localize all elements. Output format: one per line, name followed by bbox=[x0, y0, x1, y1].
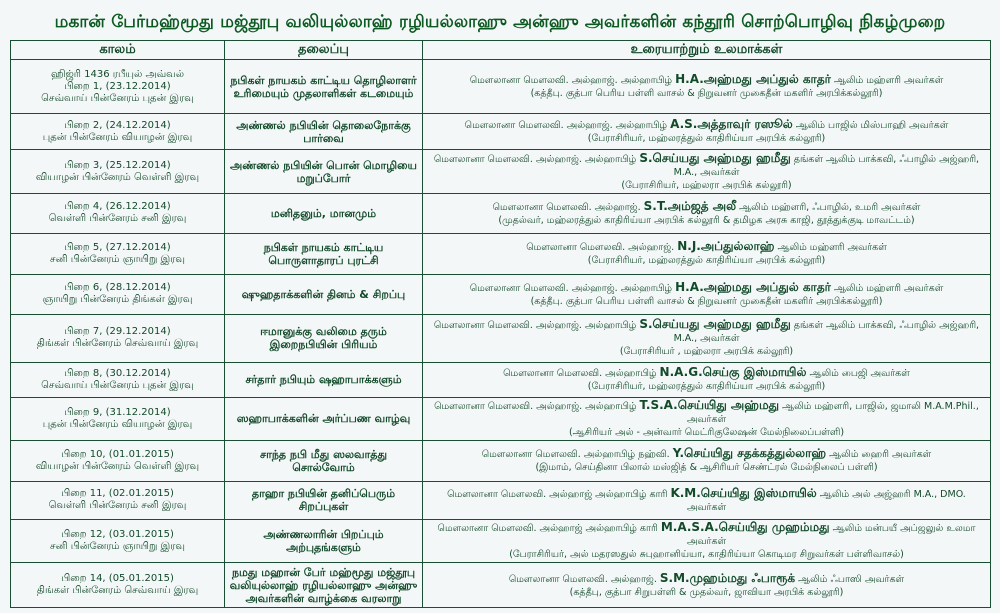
date-label: பிறை 4, (26.12.2014) bbox=[64, 201, 171, 213]
speaker-prefix: மௌலானா மௌலவி. அல்ஹாஜ். அல்ஹாபிழ் bbox=[469, 75, 673, 87]
night-label: திங்கள் பின்னேரம் செவ்வாய் இரவு bbox=[36, 338, 199, 350]
speaker-affiliation: (கத்தீபு. குத்பா பெரிய பள்ளி வாசல் & நிறுவனர் முகைதீன் மகளிர் அரபிக்கல்லூரி) bbox=[530, 295, 883, 307]
speaker-prefix: மௌலானா மௌலவி. அல்ஹாஜ். bbox=[492, 201, 641, 213]
time-cell bbox=[11, 563, 225, 608]
night-label: சனி பின்னேரம் ஞாயிறு இரவு bbox=[50, 540, 185, 552]
hijri-period: ஹிஜ்ரி 1436 ரபீயுல் அவ்வல் bbox=[50, 68, 185, 80]
speaker-line bbox=[427, 366, 986, 380]
date-label: பிறை 5, (27.12.2014) bbox=[64, 241, 171, 253]
night-label: புதன் பின்னேரம் வியாழன் இரவு bbox=[42, 131, 193, 143]
date-label: பிறை 2, (24.12.2014) bbox=[64, 119, 171, 131]
speaker-name: S.T.அம்ஜத் அலீ bbox=[643, 198, 737, 213]
topic-cell: ஈமானுக்கு வலிமை தரும் இறைநபியின் பிரியம் bbox=[225, 314, 423, 362]
speaker-line bbox=[427, 399, 986, 426]
schedule-row bbox=[11, 482, 991, 519]
speaker-suffix: ஆலிம் பைஜி அவர்கள் bbox=[809, 368, 910, 380]
time-cell bbox=[11, 150, 225, 194]
speaker-line bbox=[427, 572, 986, 586]
speaker-name: S.செய்யது அஹ்மது ஹமீது bbox=[639, 317, 791, 332]
night-label: வெள்ளி பின்னேரம் சனி இரவு bbox=[48, 213, 187, 225]
header-row bbox=[11, 41, 991, 60]
speaker-name: M.A.S.A.செய்யிது முஹம்மது bbox=[660, 519, 830, 534]
speaker-affiliation: (கத்தீபு, குத்பா சிறுபள்ளி & முதல்வர், ஜாவியா அரபிக் கல்லூரி) bbox=[569, 586, 844, 598]
date-label: பிறை 9, (31.12.2014) bbox=[64, 406, 171, 418]
night-label: வெள்ளி பின்னேரம் சனி இரவு bbox=[48, 500, 187, 512]
speaker-line bbox=[427, 281, 986, 295]
speaker-cell bbox=[423, 114, 991, 150]
speaker-name: K.M.செய்யிது இஸ்மாயில் bbox=[670, 485, 817, 500]
date-label: பிறை 12, (03.01.2015) bbox=[61, 528, 174, 540]
speaker-line bbox=[427, 73, 986, 87]
speaker-affiliation: (முதல்வர், மஹ்லரத்துல் காதிரிய்யா அரபிக் கல்லூரி & தமிழக அரசு காஜி, தூத்துக்குடி மாவட்டம்) bbox=[498, 214, 915, 226]
date-label: பிறை 11, (02.01.2015) bbox=[61, 488, 174, 500]
date-label: பிறை 8, (30.12.2014) bbox=[64, 367, 171, 379]
schedule-table bbox=[10, 40, 991, 608]
speaker-cell bbox=[423, 397, 991, 440]
speaker-affiliation: (பேராசிரியர், மஹ்லரத்துல் காதிரிய்யா அரபிக் கல்லூரி) bbox=[587, 133, 826, 145]
speaker-cell bbox=[423, 362, 991, 397]
speaker-line bbox=[427, 487, 986, 514]
speaker-name: H.A.அஹ்மது அப்துல் காதர் bbox=[675, 72, 831, 87]
header-time: காலம் bbox=[11, 41, 225, 60]
header-topic: தலைப்பு bbox=[225, 41, 423, 60]
speaker-cell bbox=[423, 150, 991, 194]
speaker-name: S.செய்யது அஹ்மது ஹமீது bbox=[639, 150, 791, 165]
date-label: பிறை 7, (29.12.2014) bbox=[64, 326, 171, 338]
speaker-cell bbox=[423, 194, 991, 234]
night-label: திங்கள் பின்னேரம் செவ்வாய் இரவு bbox=[36, 585, 199, 597]
night-label: செவ்வாய் பின்னேரம் புதன் இரவு bbox=[41, 379, 194, 391]
speaker-prefix: மௌலானா மௌலவி. அல்ஹாஜ். அல்ஹாபிழ் bbox=[464, 120, 668, 132]
time-cell bbox=[11, 114, 225, 150]
speaker-suffix: ஆலிம் மஹ்ளரி அவர்கள் bbox=[833, 282, 944, 294]
speaker-suffix: தங்கள் ஆலிம் பாக்கவி, ஃபாழில் அஜ்ஹரி, M.A., அவர்கள் bbox=[673, 153, 980, 178]
speaker-prefix: மௌலானா மௌலவி. அல்ஹாஜ். அல்ஹாபிழ் bbox=[434, 400, 637, 412]
time-cell bbox=[11, 482, 225, 519]
topic-cell: நமது மஹான் பேர் மஹ்மூது மஜ்தூபு வலியுல்லாஹ் ரழியல்லாஹு அன்ஹு அவர்களின் வாழ்க்கை வரலாறு bbox=[225, 563, 423, 608]
speaker-line bbox=[427, 240, 986, 254]
speaker-cell bbox=[423, 233, 991, 275]
speaker-line bbox=[427, 447, 986, 461]
speaker-suffix: ஆலிம் பாஜில் மிஸ்பாஹி அவர்கள் bbox=[795, 120, 949, 132]
speaker-prefix: மௌலானா மௌலவி. அல்ஹாஜ் அல்ஹாபிழ் காரி bbox=[447, 488, 668, 500]
speaker-prefix: மௌலானா மௌலவி. அல்ஹாஜ். அல்ஹாபிழ் bbox=[469, 282, 673, 294]
speaker-cell bbox=[423, 440, 991, 482]
speaker-suffix: ஆலிம் மஹ்ளரி, ஃபாழில், உமரி அவர்கள் bbox=[739, 201, 921, 213]
topic-cell: சாந்த நபி மீது ஸலவாத்து சொல்வோம் bbox=[225, 440, 423, 482]
speaker-suffix: ஆலிம் மஹ்ளரி அவர்கள் bbox=[833, 75, 944, 87]
date-label: பிறை 10, (01.01.2015) bbox=[61, 448, 174, 460]
speaker-affiliation: (பேராசிரியர் , மஹ்லரா அரபிக் கல்லூரி) bbox=[619, 346, 794, 358]
speaker-affiliation: (பேராசிரியர், மஹ்லரத்துல் காதிரிய்யா அரபிக் கல்லூரி) bbox=[587, 381, 826, 393]
speaker-suffix: ஆலிம் மன்பயீ அப்ஜலுல் உலமா அவர்கள் bbox=[686, 522, 976, 547]
night-label: வியாழன் பின்னேரம் வெள்ளி இரவு bbox=[35, 171, 200, 183]
topic-cell: அண்ணலாரின் பிறப்பும் அற்புதங்களும் bbox=[225, 519, 423, 563]
speaker-prefix: மௌலானா மௌலவி. அல்ஹாபிழ் நஹ்வி. bbox=[481, 449, 670, 461]
speaker-cell bbox=[423, 275, 991, 315]
speaker-suffix: ஆலிம் ஹைரி அவர்கள் bbox=[829, 449, 932, 461]
speaker-affiliation: (பேராசிரியர், மஹ்லரத்துல் காதிரிய்யா அரபிக் கல்லூரி) bbox=[587, 255, 826, 267]
time-cell bbox=[11, 233, 225, 275]
speaker-prefix: மௌலானா மௌலவி. அல்ஹாஜ். bbox=[526, 242, 675, 254]
speaker-affiliation: (ஆசிரியர் அல் - அன்வார் மெட்ரிகுலேஷன் மேல்நிலைப்பள்ளி) bbox=[568, 426, 845, 438]
date-label: பிறை 1, (23.12.2014) bbox=[64, 80, 171, 92]
speaker-suffix: ஆலிம் மஹ்ளரி, பாஜில், ஜமாலி M.A.M.Phil., அவர்கள் bbox=[686, 400, 979, 425]
speaker-name: A.S.அத்தாவுர் ரஸூல் bbox=[670, 117, 793, 132]
night-label: ஞாயிறு பின்னேரம் திங்கள் இரவு bbox=[42, 294, 193, 306]
speaker-suffix: தங்கள் ஆலிம் பாக்கவி, ஃபாழில் அஜ்ஹரி, M.A., அவர்கள் bbox=[673, 320, 980, 345]
schedule-row bbox=[11, 397, 991, 440]
topic-cell: அண்ணல் நபியின் தொலைநோக்கு பார்வை bbox=[225, 114, 423, 150]
speaker-name: T.S.A.செய்யிது அஹ்மது bbox=[639, 397, 780, 412]
time-cell bbox=[11, 440, 225, 482]
speaker-prefix: மௌலானா மௌலவி. அல்ஹாபிழ் bbox=[503, 368, 657, 380]
topic-cell: சர்தார் நபியும் ஷஹாபாக்களும் bbox=[225, 362, 423, 397]
speaker-suffix: ஆலிம் ஃபாஸி அவர்கள் bbox=[798, 573, 905, 585]
speaker-affiliation: (பேராசிரியர், அல் மதரஸதுல் சுபுஹானிய்யா, காதிரிய்யா கொடிமர சிறுவர்கள் பள்ளிவாசல்) bbox=[509, 548, 904, 560]
time-cell bbox=[11, 60, 225, 114]
topic-cell: தாஹா நபியின் தனிப்பெரும் சிறப்புகள் bbox=[225, 482, 423, 519]
schedule-row bbox=[11, 519, 991, 563]
time-cell bbox=[11, 314, 225, 362]
speaker-affiliation: (கத்தீபு. குத்பா பெரிய பள்ளி வாசல் & நிறுவனர் முகைதீன் மகளிர் அரபிக்கல்லூரி) bbox=[530, 88, 883, 100]
schedule-row bbox=[11, 150, 991, 194]
night-label: வியாழன் பின்னேரம் வெள்ளி இரவு bbox=[35, 460, 200, 472]
date-label: பிறை 6, (28.12.2014) bbox=[64, 282, 171, 294]
schedule-row bbox=[11, 275, 991, 315]
speaker-line bbox=[427, 318, 986, 345]
speaker-cell bbox=[423, 563, 991, 608]
speaker-prefix: மௌலானா மௌலவி. அல்ஹாஜ். bbox=[508, 573, 657, 585]
speaker-suffix: ஆலிம் அல் அஜ்ஹரி M.A., DMO. அவர்கள் bbox=[686, 488, 966, 513]
schedule-row bbox=[11, 114, 991, 150]
time-cell bbox=[11, 519, 225, 563]
topic-cell: அண்ணல் நபியின் பொன் மொழியை மறுப்போர் bbox=[225, 150, 423, 194]
speaker-name: N.J.அப்துல்லாஹ் bbox=[677, 239, 775, 254]
speaker-affiliation: (இமாம், செய்தினா பிலால் மஸ்ஜித் & ஆசிரியர் செண்ட்ரல் மேல்நிலைப் பள்ளி) bbox=[535, 462, 878, 474]
schedule-row bbox=[11, 440, 991, 482]
header-speakers: உரையாற்றும் உலமாக்கள் bbox=[423, 41, 991, 60]
speaker-prefix: மௌலானா மௌலவி. அல்ஹாஜ் அல்ஹாபிழ் காரி bbox=[437, 522, 658, 534]
speaker-affiliation: (பேராசிரியர், மஹ்லரா அரபிக் கல்லூரி) bbox=[621, 179, 792, 191]
speaker-cell bbox=[423, 60, 991, 114]
schedule-row bbox=[11, 563, 991, 608]
topic-cell: நபிகள் நாயகம் காட்டிய தொழிலாளர் உரிமையும் முதலாளிகள் கடமையும் bbox=[225, 60, 423, 114]
speaker-prefix: மௌலானா மௌலவி. அல்ஹாஜ். அல்ஹாபிழ் bbox=[433, 153, 637, 165]
topic-cell: ஸஹாபாக்களின் அர்ப்பண வாழ்வு bbox=[225, 397, 423, 440]
time-cell bbox=[11, 362, 225, 397]
speaker-line bbox=[427, 200, 986, 214]
speaker-name: S.M.முஹம்மது ஃபாரூக் bbox=[659, 570, 796, 585]
schedule-row bbox=[11, 194, 991, 234]
speaker-cell bbox=[423, 482, 991, 519]
speaker-cell bbox=[423, 519, 991, 563]
time-cell bbox=[11, 194, 225, 234]
speaker-suffix: ஆலிம் மஹ்ளரி அவர்கள் bbox=[777, 242, 887, 254]
date-label: பிறை 14, (05.01.2015) bbox=[61, 573, 174, 585]
schedule-row bbox=[11, 233, 991, 275]
topic-cell: நபிகள் நாயகம் காட்டிய பொருளாதாரப் புரட்சி bbox=[225, 233, 423, 275]
time-cell bbox=[11, 275, 225, 315]
speaker-name: H.A.அஹ்மது அப்துல் காதர் bbox=[675, 279, 831, 294]
speaker-name: Y.செய்யிது சதக்கத்துல்லாஹ் bbox=[672, 446, 827, 461]
speaker-name: N.A.G.செய்கு இஸ்மாயில் bbox=[659, 365, 807, 380]
night-label: புதன் பின்னேரம் வியாழன் இரவு bbox=[42, 418, 193, 430]
speaker-cell bbox=[423, 314, 991, 362]
schedule-row bbox=[11, 362, 991, 397]
date-label: பிறை 3, (25.12.2014) bbox=[64, 159, 171, 171]
time-cell bbox=[11, 397, 225, 440]
schedule-row bbox=[11, 314, 991, 362]
night-label: செவ்வாய் பின்னேரம் புதன் இரவு bbox=[41, 92, 194, 104]
schedule-title: மகான் பேர்மஹ்மூது மஜ்தூபு வலியுல்லாஹ் ரழியல்லாஹு அன்ஹு அவர்களின் கந்தூரி சொற்பொழிவு நிகழ்முறை bbox=[54, 12, 946, 32]
schedule-row bbox=[11, 60, 991, 114]
speaker-prefix: மௌலானா மௌலவி. அல்ஹாஜ். அல்ஹாபிழ் bbox=[433, 320, 637, 332]
topic-cell: ஷுஹதாக்களின் தினம் & சிறப்பு bbox=[225, 275, 423, 315]
speaker-line bbox=[427, 521, 986, 548]
night-label: சனி பின்னேரம் ஞாயிறு இரவு bbox=[50, 253, 185, 265]
topic-cell: மனிதனும், மானமும் bbox=[225, 194, 423, 234]
speaker-line bbox=[427, 152, 986, 179]
speaker-line bbox=[427, 118, 986, 132]
